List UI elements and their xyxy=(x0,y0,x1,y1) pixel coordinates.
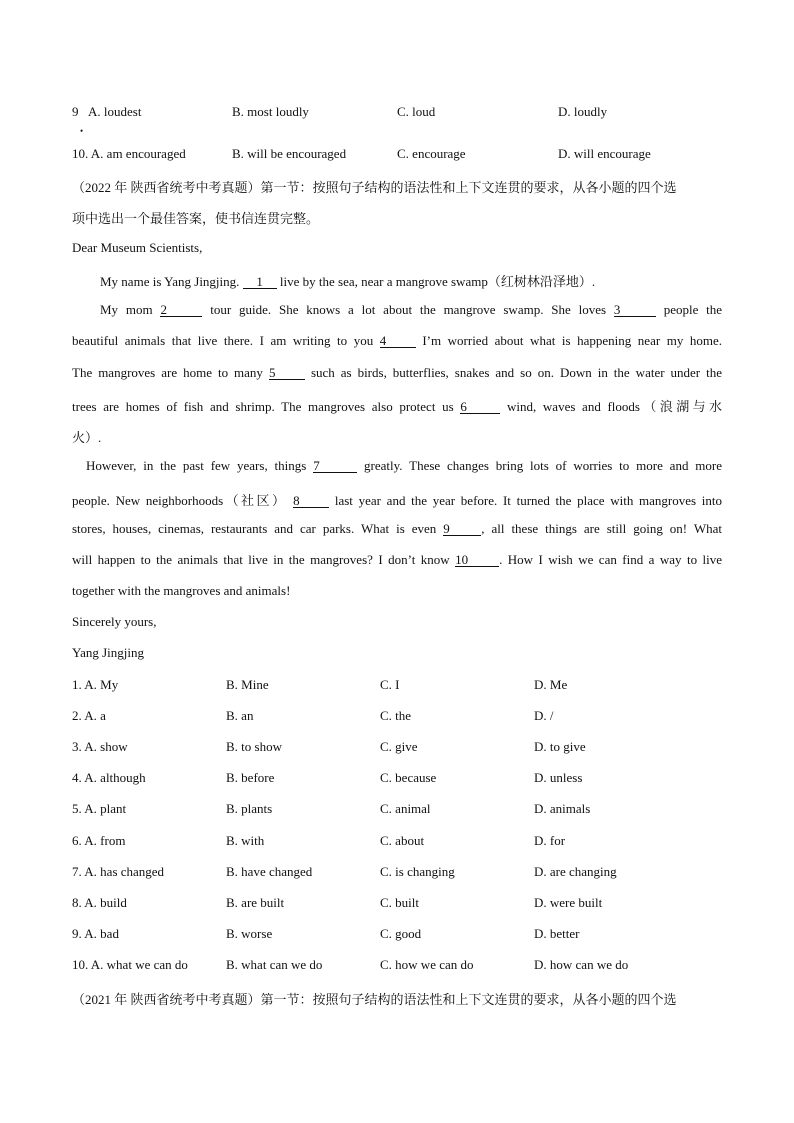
options-row-2 xyxy=(72,708,732,728)
option-b: B. plants xyxy=(226,801,273,816)
blank-3: 3 xyxy=(614,303,656,317)
paragraph-3-line-3: stores, houses, cinemas, restaurants and car parks. What is even 9 , all these things are still going on! What xyxy=(72,521,723,536)
letter-signature: Yang Jingjing xyxy=(72,645,145,660)
options-row-7 xyxy=(72,864,732,884)
option-d: D. animals xyxy=(534,801,591,816)
option-c: C. the xyxy=(380,708,412,723)
question-10-options xyxy=(72,146,732,166)
option-d: D. unless xyxy=(534,770,583,785)
option-b: B. before xyxy=(226,770,275,785)
paragraph-3-line-5: together with the mangroves and animals! xyxy=(72,583,291,598)
options-row-10 xyxy=(72,957,732,977)
option-c: C. because xyxy=(380,770,437,785)
blank-1: 1 xyxy=(243,275,277,289)
option-b: B. most loudly xyxy=(232,104,309,119)
options-row-4 xyxy=(72,770,732,790)
option-a: 9. A. bad xyxy=(72,926,119,941)
option-c: C. good xyxy=(380,926,422,941)
stray-dot-mark: • xyxy=(80,126,84,136)
paragraph-3-line-2: people. New neighborhoods（社区） 8 last year and the year before. It turned the place with mangroves into xyxy=(72,493,723,508)
option-b: B. are built xyxy=(226,895,285,910)
option-b: B. Mine xyxy=(226,677,269,692)
option-b: B. with xyxy=(226,833,265,848)
option-a: 10. A. what we can do xyxy=(72,957,188,972)
letter-greeting: Dear Museum Scientists, xyxy=(72,240,203,255)
option-a: 4. A. although xyxy=(72,770,146,785)
option-c: C. I xyxy=(380,677,400,692)
option-a: 5. A. plant xyxy=(72,801,127,816)
options-row-8 xyxy=(72,895,732,915)
option-c: C. about xyxy=(380,833,425,848)
option-a: 10. A. am encouraged xyxy=(72,146,186,161)
option-d: D. Me xyxy=(534,677,568,692)
option-b: B. what can we do xyxy=(226,957,323,972)
options-row-6 xyxy=(72,833,732,853)
option-a: 6. A. from xyxy=(72,833,126,848)
exam-intro-2022-line1: （2022 年 陕西省统考中考真题）第一节：按照句子结构的语法性和上下文连贯的要求，从各小题的四个选 xyxy=(72,180,677,195)
option-b: B. worse xyxy=(226,926,273,941)
option-d: D. for xyxy=(534,833,566,848)
blank-9: 9 xyxy=(443,522,481,536)
paragraph-2-line-4: trees are homes of fish and shrimp. The mangroves also protect us 6 wind, waves and floods（浪湖与水 xyxy=(72,399,723,414)
option-b: B. have changed xyxy=(226,864,313,879)
option-c: C. animal xyxy=(380,801,431,816)
option-c: C. how we can do xyxy=(380,957,474,972)
option-a: 2. A. a xyxy=(72,708,106,723)
blank-5: 5 xyxy=(269,366,305,380)
option-b: B. an xyxy=(226,708,254,723)
option-b: B. to show xyxy=(226,739,282,754)
option-a: 3. A. show xyxy=(72,739,128,754)
options-row-1 xyxy=(72,677,732,697)
option-a: 7. A. has changed xyxy=(72,864,165,879)
paragraph-2-line-5: 火）. xyxy=(72,430,102,445)
option-d: D. are changing xyxy=(534,864,617,879)
paragraph-3-line-4: will happen to the animals that live in the mangroves? I don’t know 10 . How I wish we can find a way to live xyxy=(72,552,722,567)
option-b: B. will be encouraged xyxy=(232,146,347,161)
paragraph-2-line-3: The mangroves are home to many 5 such as birds, butterflies, snakes and so on. Down in the water under the xyxy=(72,365,723,380)
option-d: D. were built xyxy=(534,895,603,910)
option-a: A. loudest xyxy=(88,104,142,119)
option-c: C. loud xyxy=(397,104,436,119)
option-d: D. to give xyxy=(534,739,586,754)
exam-intro-2022-line2: 项中选出一个最佳答案，使书信连贯完整。 xyxy=(72,211,320,226)
blank-6: 6 xyxy=(460,400,500,414)
option-d: D. how can we do xyxy=(534,957,629,972)
option-c: C. give xyxy=(380,739,418,754)
blank-8: 8 xyxy=(293,494,329,508)
blank-7: 7 xyxy=(313,459,357,473)
question-9-options xyxy=(72,104,732,124)
paragraph-3-line-1: However, in the past few years, things 7 greatly. These changes bring lots of worries to more and more xyxy=(86,458,723,473)
option-d: D. better xyxy=(534,926,580,941)
options-row-3 xyxy=(72,739,732,759)
option-d: D. loudly xyxy=(558,104,608,119)
paragraph-1: My name is Yang Jingjing. 1 live by the sea, near a mangrove swamp（红树林沿泽地）. xyxy=(100,274,596,289)
blank-4: 4 xyxy=(380,334,416,348)
blank-2: 2 xyxy=(160,303,202,317)
option-c: C. built xyxy=(380,895,420,910)
blank-10: 10 xyxy=(455,553,499,567)
options-row-5 xyxy=(72,801,732,821)
question-number: 9 xyxy=(72,104,79,119)
option-a: 8. A. build xyxy=(72,895,127,910)
letter-closing: Sincerely yours, xyxy=(72,614,157,629)
paragraph-2-line-2: beautiful animals that live there. I am writing to you 4 I’m worried about what is happening near my home. xyxy=(72,333,723,348)
paragraph-2-line-1: My mom 2 tour guide. She knows a lot about the mangrove swamp. She loves 3 people the xyxy=(100,302,723,317)
option-d: D. will encourage xyxy=(558,146,651,161)
option-a: 1. A. My xyxy=(72,677,119,692)
options-row-9 xyxy=(72,926,732,946)
option-c: C. is changing xyxy=(380,864,455,879)
option-c: C. encourage xyxy=(397,146,466,161)
option-d: D. / xyxy=(534,708,554,723)
exam-intro-2021-line1: （2021 年 陕西省统考中考真题）第一节：按照句子结构的语法性和上下文连贯的要求，从各小题的四个选 xyxy=(72,992,677,1007)
